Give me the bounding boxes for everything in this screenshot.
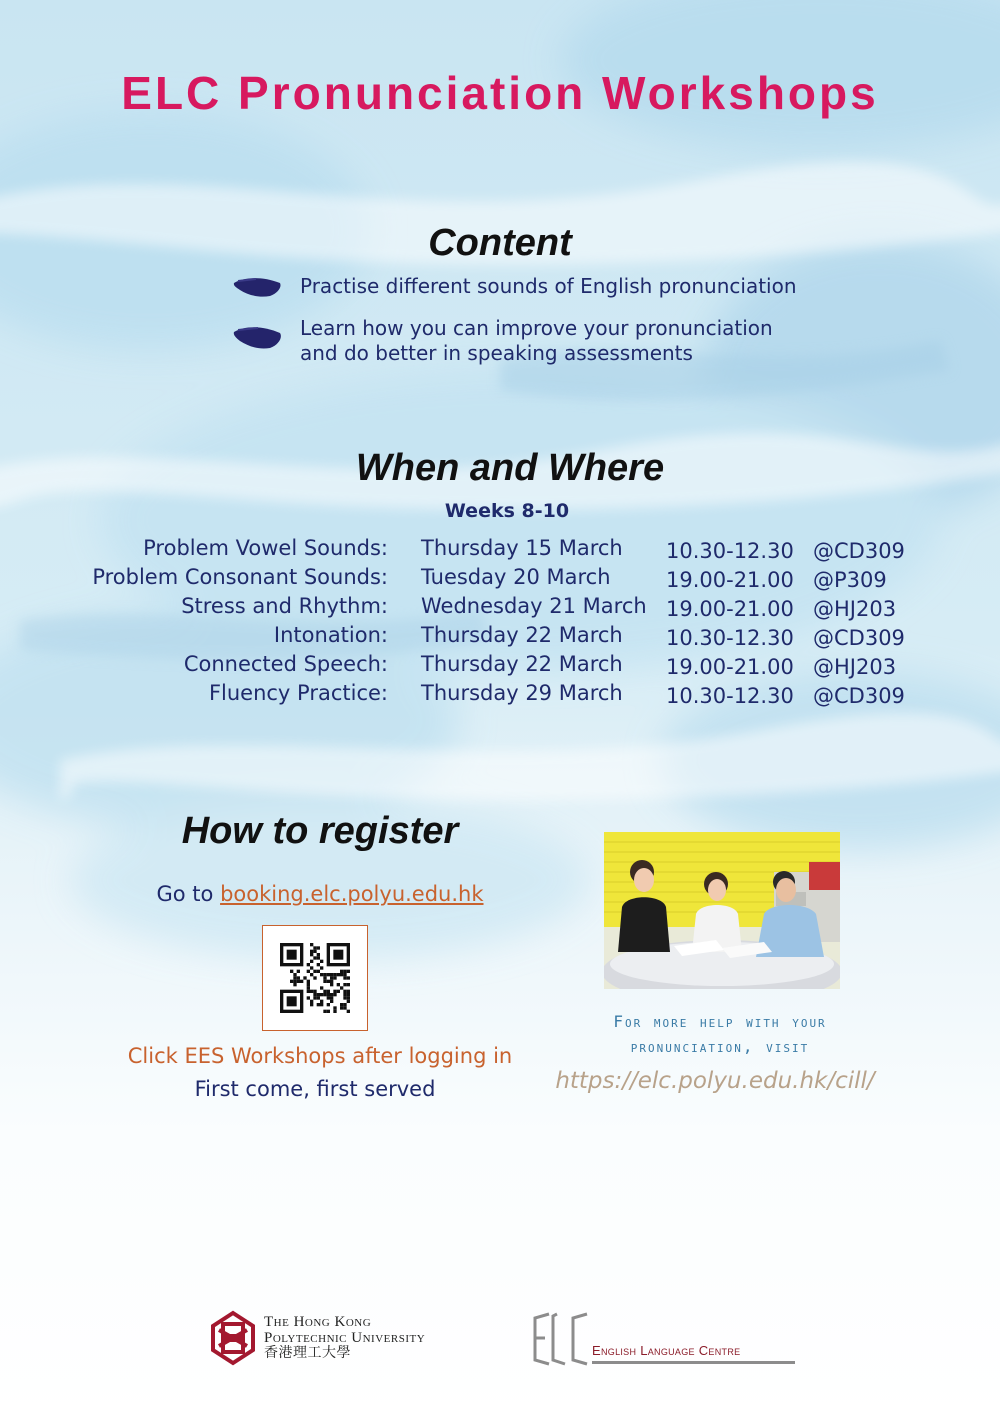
workshop-topic: Fluency Practice:: [208, 681, 388, 705]
booking-link[interactable]: booking.elc.polyu.edu.hk: [220, 882, 484, 906]
workshop-date: Thursday 29 March: [421, 681, 623, 705]
polyu-name-line: Polytechnic University: [264, 1330, 426, 1346]
bullet-line: and do better in speaking assessments: [300, 341, 693, 365]
page-title: ELC Pronunciation Workshops: [121, 67, 879, 119]
polyu-name-line: The Hong Kong: [264, 1314, 372, 1330]
first-come-note: First come, first served: [194, 1077, 436, 1101]
register-instruction: [140, 882, 500, 906]
schedule-row: [0, 681, 1000, 710]
schedule-row: [0, 623, 1000, 652]
elc-underline: [592, 1361, 795, 1364]
content-heading: Content: [428, 222, 572, 264]
elc-name: English Language Centre: [592, 1343, 741, 1358]
schedule-row: [0, 565, 1000, 594]
click-instruction: Click EES Workshops after logging in: [127, 1044, 513, 1068]
workshop-date: Thursday 22 March: [421, 652, 623, 676]
elc-logo-icon: [531, 1310, 593, 1366]
workshop-topic: Connected Speech:: [183, 652, 388, 676]
workshop-room: @CD309: [813, 626, 905, 650]
brush-stroke-icon: [232, 274, 284, 300]
register-heading: How to register: [181, 810, 459, 852]
schedule-row: [0, 594, 1000, 623]
qr-code-frame[interactable]: [262, 925, 368, 1031]
workshop-time: 19.00-21.00: [666, 655, 794, 679]
workshop-time: 10.30-12.30: [666, 626, 794, 650]
students-photo: [604, 832, 840, 989]
workshop-room: @HJ203: [813, 655, 897, 679]
polyu-chinese-name: 香港理工大學: [264, 1346, 351, 1361]
workshop-time: 10.30-12.30: [666, 539, 794, 563]
workshop-topic: Problem Vowel Sounds:: [143, 536, 388, 560]
workshop-topic: Stress and Rhythm:: [181, 594, 388, 618]
brush-stroke-icon: [232, 322, 284, 352]
cill-link[interactable]: https://elc.polyu.edu.hk/cill/: [555, 1068, 875, 1094]
schedule-row: [0, 652, 1000, 681]
schedule-row: [0, 536, 1000, 565]
polyu-logo-icon: [207, 1310, 259, 1366]
workshop-room: @P309: [813, 568, 887, 592]
bullet-text: [300, 316, 773, 366]
help-text-line: For more help with your: [613, 1012, 827, 1031]
workshop-topic: Intonation:: [273, 623, 388, 647]
bullet-text: [300, 274, 797, 299]
qr-code-icon: [280, 943, 350, 1013]
workshop-room: @CD309: [813, 684, 905, 708]
content-bullet: [232, 316, 852, 376]
bullet-line: Learn how you can improve your pronunciation: [300, 316, 773, 340]
workshop-date: Thursday 22 March: [421, 623, 623, 647]
help-text-line: pronunciation, visit: [630, 1037, 810, 1056]
workshop-date: Tuesday 20 March: [421, 565, 611, 589]
workshop-date: Wednesday 21 March: [421, 594, 647, 618]
workshop-room: @CD309: [813, 539, 905, 563]
workshop-room: @HJ203: [813, 597, 897, 621]
when-where-heading: When and Where: [355, 447, 665, 489]
go-to-label: Go to: [156, 882, 214, 906]
bullet-line: Practise different sounds of English pronunciation: [300, 274, 797, 298]
workshop-topic: Problem Consonant Sounds:: [92, 565, 388, 589]
polyu-wordmark: [264, 1314, 425, 1362]
workshop-date: Thursday 15 March: [421, 536, 623, 560]
workshop-time: 19.00-21.00: [666, 568, 794, 592]
workshop-time: 19.00-21.00: [666, 597, 794, 621]
weeks-label: Weeks 8-10: [444, 500, 570, 522]
workshop-time: 10.30-12.30: [666, 684, 794, 708]
